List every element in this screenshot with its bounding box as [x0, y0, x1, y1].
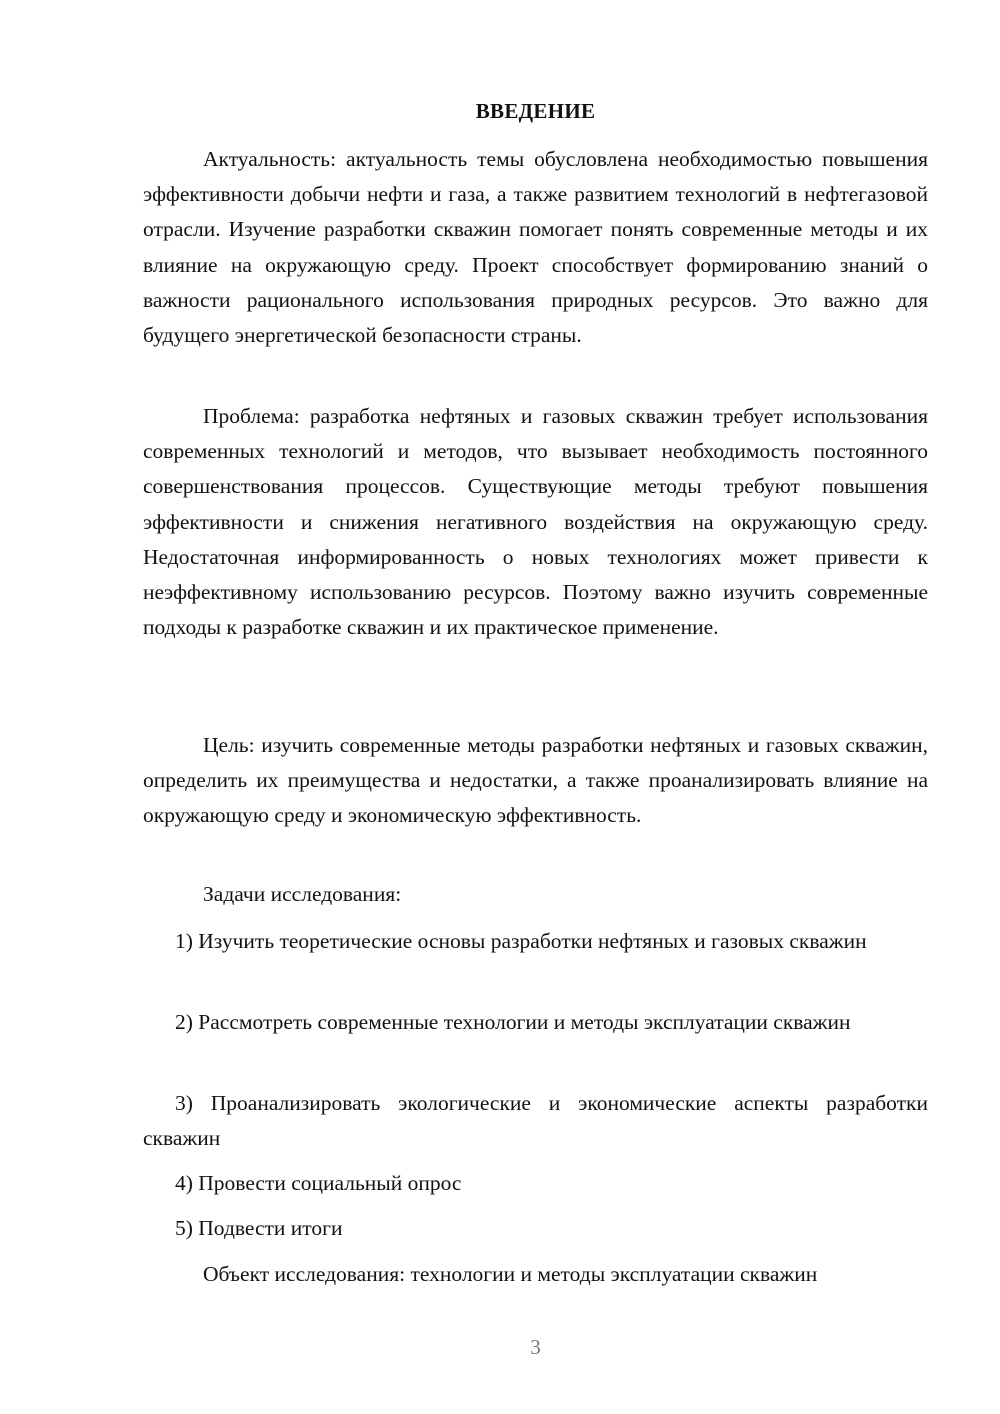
list-item: 2) Рассмотреть современные технологии и методы эксплуатации скважин	[175, 1010, 851, 1034]
document-page	[143, 0, 928, 1414]
paragraph-object: Объект исследования: технологии и методы эксплуатации скважин	[203, 1262, 818, 1286]
page-number: 3	[530, 1335, 541, 1359]
section-heading: ВВЕДЕНИЕ	[475, 99, 596, 123]
tasks-intro: Задачи исследования:	[203, 882, 402, 906]
paragraph-relevance: Актуальность: актуальность темы обусловлена необходимостью повышения эффективности добычи нефти и газа, а также развитием технологий в нефтегазовой отрасли. Изучение разработки скважин помогает понять современные методы и их влияние на окружающую среду. Проект способствует формированию знаний о важности рационального использования природных ресурсов. Это важно для будущего энергетической безопасности страны.	[143, 147, 928, 348]
list-item: 1) Изучить теоретические основы разработки нефтяных и газовых скважин	[175, 929, 867, 953]
list-item: 3) Проанализировать экологические и экономические аспекты разработки скважин	[143, 1091, 928, 1151]
paragraph-problem: Проблема: разработка нефтяных и газовых скважин требует использования современных технологий и методов, что вызывает необходимость постоянного совершенствования процессов. Существующие методы требуют повышения эффективности и снижения негативного воздействия на окружающую среду. Недостаточная информированность о новых технологиях может привести к неэффективному использованию ресурсов. Поэтому важно изучить современные подходы к разработке скважин и их практическое применение.	[143, 404, 928, 640]
list-item: 5) Подвести итоги	[175, 1216, 343, 1240]
list-item: 4) Провести социальный опрос	[175, 1171, 462, 1195]
paragraph-goal: Цель: изучить современные методы разработки нефтяных и газовых скважин, определить их преимущества и недостатки, а также проанализировать влияние на окружающую среду и экономическую эффективность.	[143, 733, 928, 828]
